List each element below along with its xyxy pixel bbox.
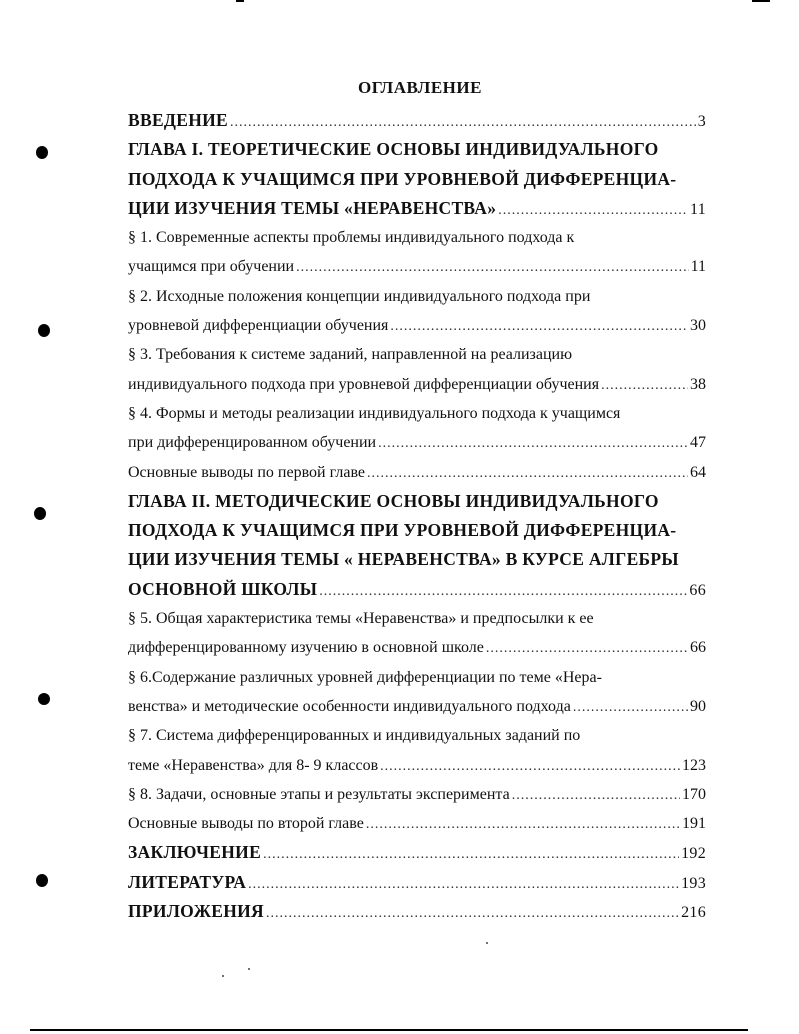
dot-leader bbox=[296, 253, 688, 281]
toc-entry bbox=[128, 223, 706, 252]
toc-entry-text: § 7. Система дифференцированных и индивидуальных заданий по bbox=[128, 727, 581, 745]
toc-entry-text: ПОДХОДА К УЧАЩИМСЯ ПРИ УРОВНЕВОЙ ДИФФЕРЕНЦИА- bbox=[128, 168, 677, 189]
dot-leader bbox=[512, 781, 680, 809]
toc-entry-text: учащимся при обучении bbox=[128, 258, 295, 276]
toc-entry-text: § 2. Исходные положения концепции индивидуального подхода при bbox=[128, 287, 591, 305]
top-edge-speck bbox=[236, 0, 244, 2]
toc-entry bbox=[128, 399, 706, 428]
scan-speck bbox=[222, 975, 224, 977]
toc-entry bbox=[128, 340, 706, 369]
toc-entry bbox=[128, 106, 706, 135]
toc-entry-text: венства» и методические особенности индивидуального подхода bbox=[128, 697, 571, 715]
toc-entry bbox=[128, 487, 706, 516]
scan-speck bbox=[486, 942, 488, 944]
toc-entry bbox=[128, 428, 706, 457]
toc-entry bbox=[128, 692, 706, 721]
toc-entry-text: § 6.Содержание различных уровней дифференциации по теме «Нера- bbox=[128, 668, 602, 686]
toc-page-number: 47 bbox=[690, 434, 706, 452]
toc-entry-text: ГЛАВА II. МЕТОДИЧЕСКИЕ ОСНОВЫ ИНДИВИДУАЛЬНОГО bbox=[128, 490, 659, 511]
toc-page-number: 66 bbox=[690, 639, 706, 657]
dot-leader bbox=[486, 634, 688, 662]
toc-entry-text: ПОДХОДА К УЧАЩИМСЯ ПРИ УРОВНЕВОЙ ДИФФЕРЕНЦИА- bbox=[128, 520, 677, 541]
toc-entry-text: Основные выводы по второй главе bbox=[128, 815, 364, 833]
toc-entry-text: ГЛАВА I. ТЕОРЕТИЧЕСКИЕ ОСНОВЫ ИНДИВИДУАЛЬНОГО bbox=[128, 139, 659, 160]
toc-page-number: 193 bbox=[681, 874, 706, 892]
toc-entry-text: § 5. Общая характеристика темы «Неравенства» и предпосылки к ее bbox=[128, 610, 594, 628]
toc-entry-text: ПРИЛОЖЕНИЯ bbox=[128, 901, 264, 922]
toc-entry bbox=[128, 252, 706, 281]
toc-entry bbox=[128, 751, 706, 780]
toc-entry bbox=[128, 663, 706, 692]
toc-entry-text: ВВЕДЕНИЕ bbox=[128, 110, 229, 130]
toc-entry bbox=[128, 721, 706, 750]
toc-page-number: 64 bbox=[690, 463, 706, 481]
toc-entry-text: § 8. Задачи, основные этапы и результаты эксперимента bbox=[128, 785, 510, 803]
toc-entry-text: ЦИИ ИЗУЧЕНИЯ ТЕМЫ « НЕРАВЕНСТВА» В КУРСЕ АЛГЕБРЫ bbox=[128, 549, 679, 570]
toc-entry bbox=[128, 575, 706, 604]
toc-entry bbox=[128, 838, 706, 867]
toc-entry bbox=[128, 135, 706, 164]
toc-page-number: 170 bbox=[682, 785, 706, 803]
dot-leader bbox=[266, 899, 679, 926]
dot-leader bbox=[248, 870, 679, 897]
binding-hole-mark bbox=[34, 507, 46, 520]
toc-entry bbox=[128, 868, 706, 897]
top-edge-mark bbox=[752, 0, 770, 2]
scan-speck bbox=[248, 968, 250, 970]
toc-entry-text: ОСНОВНОЙ ШКОЛЫ bbox=[128, 578, 318, 599]
toc-entry-text: уровневой дифференциации обучения bbox=[128, 317, 389, 335]
toc-entry-text: Основные выводы по первой главе bbox=[128, 463, 365, 481]
dot-leader bbox=[573, 693, 688, 721]
binding-hole-mark bbox=[36, 874, 48, 887]
toc-entry-text: ЦИИ ИЗУЧЕНИЯ ТЕМЫ «НЕРАВЕНСТВА» bbox=[128, 197, 497, 218]
toc-entry-text: индивидуального подхода при уровневой дифференциации обучения bbox=[128, 375, 600, 393]
binding-hole-mark bbox=[38, 324, 50, 337]
toc-entry-text: дифференцированному изучению в основной школе bbox=[128, 639, 484, 657]
toc-page-number: 11 bbox=[690, 258, 706, 276]
bottom-rule bbox=[30, 1029, 748, 1031]
toc-page-number: 192 bbox=[681, 845, 706, 863]
dot-leader bbox=[366, 810, 680, 838]
toc-entry-text: ЗАКЛЮЧЕНИЕ bbox=[128, 842, 262, 863]
toc-entry bbox=[128, 545, 706, 574]
toc-page-number: 191 bbox=[682, 815, 706, 833]
toc-entry-text: ЛИТЕРАТУРА bbox=[128, 871, 247, 892]
toc-entry bbox=[128, 370, 706, 399]
toc-entry bbox=[128, 282, 706, 311]
dot-leader bbox=[378, 429, 688, 457]
dot-leader bbox=[367, 459, 688, 487]
toc-entry-text: § 3. Требования к системе заданий, направленной на реализацию bbox=[128, 346, 573, 364]
toc-entry bbox=[128, 809, 706, 838]
toc-page-number: 30 bbox=[690, 317, 706, 335]
dot-leader bbox=[380, 752, 680, 780]
toc-page-number: 11 bbox=[689, 200, 706, 218]
toc-entry bbox=[128, 194, 706, 223]
toc-entry-text: теме «Неравенства» для 8- 9 классов bbox=[128, 756, 379, 774]
toc-entry bbox=[128, 897, 706, 926]
toc-entry bbox=[128, 633, 706, 662]
toc-entry bbox=[128, 780, 706, 809]
binding-hole-mark bbox=[38, 693, 50, 705]
dot-leader bbox=[601, 371, 688, 399]
dot-leader bbox=[390, 312, 688, 340]
dot-leader bbox=[230, 108, 696, 135]
toc-page-number: 123 bbox=[682, 756, 706, 774]
page-title: ОГЛАВЛЕНИЕ bbox=[358, 78, 482, 97]
toc-entry-text: § 4. Формы и методы реализации индивидуального подхода к учащимся bbox=[128, 404, 621, 422]
dot-leader bbox=[498, 196, 688, 223]
toc-entry bbox=[128, 604, 706, 633]
toc-page-number: 38 bbox=[690, 375, 706, 393]
toc-entry-text: § 1. Современные аспекты проблемы индивидуального подхода к bbox=[128, 229, 575, 247]
binding-hole-mark bbox=[36, 146, 48, 159]
toc-entry bbox=[128, 458, 706, 487]
toc-page-number: 90 bbox=[690, 697, 706, 715]
toc-entry-text: при дифференцированном обучении bbox=[128, 434, 377, 452]
toc-entry bbox=[128, 516, 706, 545]
toc-page-number: 216 bbox=[681, 904, 706, 922]
toc-page-number: 3 bbox=[697, 113, 706, 130]
toc-entry bbox=[128, 165, 706, 194]
table-of-contents bbox=[128, 106, 706, 926]
toc-entry bbox=[128, 311, 706, 340]
toc-page-number: 66 bbox=[689, 581, 706, 599]
dot-leader bbox=[319, 577, 687, 604]
dot-leader bbox=[263, 840, 679, 867]
